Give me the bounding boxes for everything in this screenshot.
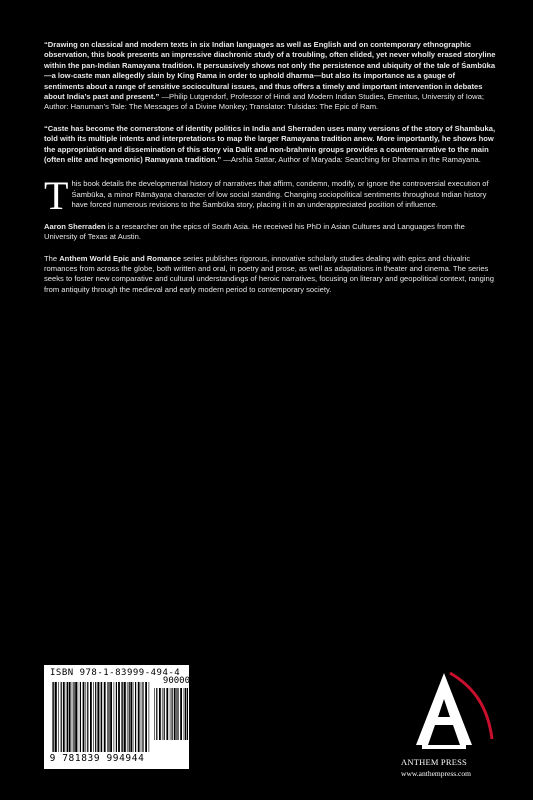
barcode-bar: [172, 688, 173, 740]
barcode-bar: [100, 682, 101, 752]
price-barcode: [154, 688, 188, 740]
series-prefix: The: [44, 253, 60, 263]
barcode-bar: [176, 688, 177, 740]
barcode-bar: [114, 682, 115, 752]
barcode-bar: [69, 682, 71, 752]
anthem-logo-icon: [416, 673, 492, 749]
series-name: Anthem World Epic and Romance: [59, 253, 181, 263]
anthem-press-logo: [384, 667, 504, 757]
barcode-bar: [52, 682, 53, 752]
barcode-bar: [66, 682, 67, 752]
review-quote-2: [44, 124, 496, 166]
barcode-bar: [174, 688, 176, 740]
barcode-bar: [107, 682, 108, 752]
barcode-bar: [124, 682, 126, 752]
barcode-bar: [135, 682, 136, 752]
price-code: 90000: [162, 676, 190, 686]
barcode-bar: [127, 682, 128, 752]
barcode-bar: [145, 682, 147, 752]
barcode-bar: [108, 682, 109, 752]
series-text: series publishes rigorous, innovative scholarly studies dealing with epics and chivalric romances from across the globe, both written and oral, in poetry and prose, as well as adaptations in theater and cinema. The series seeks to foster new comparative and cultural understandings of heroic narratives, focusing on literary and geopolitical context, ranging from antiquity through the medieval and early modern period to contemporary society.: [44, 253, 494, 294]
barcode-bar: [177, 688, 178, 740]
barcode-bar: [67, 682, 68, 752]
barcode-bar: [159, 688, 161, 740]
barcode-bar: [78, 682, 79, 752]
barcode-bar: [170, 688, 171, 740]
barcode-bar: [162, 688, 163, 740]
barcode-bar: [156, 688, 157, 740]
author-name: Aaron Sherraden: [44, 221, 106, 231]
barcode-bar: [55, 682, 57, 752]
barcode-bar: [63, 682, 65, 752]
ean-digits: 9 781839 994944: [49, 753, 145, 764]
quote-text: “Caste has become the cornerstone of identity politics in India and Sherraden uses many versions of the story of Shambuka, told with its multiple intents and interpretations to map the larger Ramayana tradition anew. More importantly, he shows how the appropriation and dissemination of this story via Dalit and non-brahmin groups provides a counternarrative to the main (often elite and hegemonic) Ramayana tradition.”: [44, 123, 496, 165]
barcode-bar: [166, 688, 168, 740]
isbn-label: ISBN 978-1-83999-494-4: [50, 668, 181, 678]
barcode-bar: [90, 682, 92, 752]
barcode-bar: [83, 682, 85, 752]
barcode-bar: [138, 682, 140, 752]
description-text: his book details the developmental history of narratives that affirm, condemn, modify, or ignore the controversial execution of Śambūka, a minor Rāmāyaṇa character of low social standing. Changing sociopolitical sentiments throughout Indian history have forced numerous revisions to the Śambūka story, placing it in an underappreciated position of influence.: [71, 179, 489, 210]
barcode-bar: [97, 682, 99, 752]
barcode-bar: [122, 682, 123, 752]
barcode-bar: [118, 682, 120, 752]
barcode-bar: [75, 682, 77, 752]
author-bio: [44, 222, 496, 243]
barcode-bar: [154, 688, 155, 740]
barcode-bar: [72, 682, 73, 752]
barcode-bar: [130, 682, 132, 752]
barcode-bar: [180, 688, 182, 740]
publisher-url: www.anthempress.com: [401, 769, 471, 778]
barcode-bar: [149, 682, 150, 752]
barcode-bar: [61, 682, 62, 752]
barcode-bar: [95, 682, 96, 752]
barcode-bar: [93, 682, 94, 752]
review-quote-1: [44, 40, 496, 113]
barcode-bar: [110, 682, 112, 752]
barcode-bar: [164, 688, 165, 740]
barcode-bar: [86, 682, 87, 752]
publisher-name: ANTHEM PRESS: [401, 757, 467, 767]
barcode-bar: [73, 682, 74, 752]
drop-cap: T: [44, 173, 69, 219]
quote-attribution: —Philip Lutgendorf, Professor of Hindi and Modern Indian Studies, Emeritus, University of Iowa; Author: Hanuman’s Tale: The Messages of a Divine Monkey; Translator: Tulsidas: The Epic of Ram.: [44, 92, 484, 112]
barcode-bar: [80, 682, 81, 752]
barcode-bar: [104, 682, 106, 752]
barcode-bar: [116, 682, 117, 752]
barcode-bar: [87, 682, 88, 752]
ean-barcode: [52, 682, 150, 752]
barcode-bar: [185, 688, 186, 740]
barcode-bar: [129, 682, 130, 752]
barcode-bar: [101, 682, 102, 752]
barcode-bar: [133, 682, 134, 752]
quote-text: “Drawing on classical and modern texts in six Indian languages as well as English and on contemporary ethnographic observation, this book presents an impressive diachronic study of a troubling, often elided, yet never wholly erased storyline within the pan-Indian Ramayana tradition. It persuasively shows not only the persistence and ubiquity of the tale of Śambūka—a low-caste man allegedly slain by King Rama in order to uphold dharma—but also its importance as a gauge of sentiments about a range of sensitive sociocultural issues, and thus offers a timely and important intervention in debates about India’s past and present.”: [44, 40, 496, 102]
barcode-bar: [141, 682, 142, 752]
barcode-bar: [184, 688, 185, 740]
barcode-bar: [187, 688, 188, 740]
barcode-bar: [121, 682, 122, 752]
back-cover-text: [44, 40, 496, 306]
author-bio-text: is a researcher on the epics of South Asia. He received his PhD in Asian Cultures and Languages from the University of Texas at Austin.: [44, 221, 465, 242]
book-description: [44, 173, 496, 219]
quote-attribution: —Arshia Sattar, Author of Maryada: Searching for Dharma in the Ramayana.: [221, 155, 481, 165]
barcode-bar: [142, 682, 143, 752]
barcode-bar: [58, 682, 59, 752]
barcode-bar: [53, 682, 54, 752]
series-description: [44, 254, 496, 296]
